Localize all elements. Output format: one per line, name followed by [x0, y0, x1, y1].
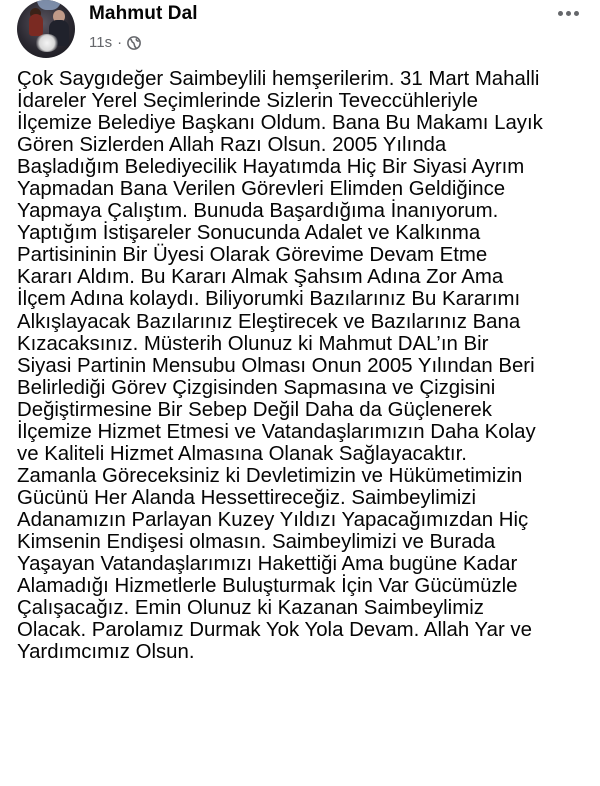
post-text-line: Yaptığım İstişareler Sonucunda Adalet ve Kalkınma — [17, 222, 481, 245]
post-body — [17, 68, 592, 663]
more-options-icon[interactable] — [558, 8, 584, 18]
avatar[interactable] — [17, 0, 75, 58]
post-text-line: Olacak. Parolamız Durmak Yok Yola Devam. Allah Yar ve — [17, 619, 532, 642]
post-text-line: İlçem Adına kolaydı. Biliyorumki Bazılarınız Bu Kararımı — [17, 288, 521, 311]
post-text-line: Kimsenin Endişesi olmasın. Saimbeylimizi ve Burada — [17, 530, 496, 553]
more-dot — [574, 11, 579, 16]
post-text-line: Başladığım Belediyecilik Hayatımda Hiç Bir Siyasi Ayrım — [17, 156, 525, 179]
post-text-line: Yardımcımız Olsun. — [17, 641, 195, 664]
avatar-photo-detail — [35, 34, 59, 52]
post-text-line: Çok Saygıdeğer Saimbeylili hemşerilerim. 31 Mart Mahalli — [17, 68, 540, 90]
post-text-line: İlçemize Hizmet Etmesi ve Vatandaşlarımızın Daha Kolay — [17, 420, 536, 443]
post-text-line: Alkışlayacak Bazılarınız Eleştirecek ve Bazılarınız Bana — [17, 310, 521, 333]
post-text-line: Zamanla Göreceksiniz ki Devletimizin ve Hükümetimizin — [17, 464, 523, 487]
avatar-photo-detail — [37, 0, 61, 10]
post-text-line: Yapmaya Çalıştım. Bunuda Başardığıma İnanıyorum. — [17, 200, 499, 223]
post-meta — [89, 34, 141, 51]
post-text-line: Partisininin Bir Üyesi Olarak Görevime Devam Etme — [17, 244, 488, 267]
more-dot — [558, 11, 563, 16]
post-text-line: Adanamızın Parlayan Kuzey Yıldızı Yapacağımızdan Hiç — [17, 508, 529, 531]
post-text-line: Kızacaksınız. Müsterih Olunuz ki Mahmut DAL’ın Bir — [17, 332, 489, 355]
post-header — [0, 0, 600, 60]
post-text-line: Gücünü Her Alanda Hessettireceğiz. Saimbeylimizi — [17, 486, 476, 509]
post-text-line: Gören Sizlerden Allah Razı Olsun. 2005 Yılında — [17, 134, 447, 157]
post-text-line: Değiştirmesine Bir Sebep Değil Daha da Güçlenerek — [17, 398, 492, 421]
post-text-line: Çalışacağız. Emin Olunuz ki Kazanan Saimbeylimiz — [17, 597, 484, 620]
post-text-line: Alamadığı Hizmetlerle Buluşturmak İçin Var Gücümüzle — [17, 575, 518, 598]
post-text-line: Yaşayan Vatandaşlarımızı Hakettiği Ama bugüne Kadar — [17, 553, 518, 576]
post-text-line: Belirlediği Görev Çizgisinden Sapmasına ve Çizgisini — [17, 376, 496, 399]
post-text-line: Siyasi Partinin Mensubu Olması Onun 2005 Yılından Beri — [17, 354, 535, 377]
globe-icon[interactable] — [127, 36, 141, 50]
post-text-line: İlçemize Belediye Başkanı Oldum. Bana Bu Makamı Layık — [17, 112, 543, 135]
author-name[interactable]: Mahmut Dal — [89, 3, 198, 24]
post-text-line: Yapmadan Bana Verilen Görevleri Elimden Geldiğince — [17, 178, 506, 201]
timestamp[interactable]: 11s — [89, 34, 113, 51]
post-text-line: İdareler Yerel Seçimlerinde Sizlerin Teveccühleriyle — [17, 90, 478, 113]
post-text-line: ve Kaliteli Hizmet Almasına Olanak Sağlayacaktır. — [17, 442, 467, 465]
post-text-line: Kararı Aldım. Bu Kararı Almak Şahsım Adına Zor Ama — [17, 266, 504, 289]
avatar-photo-detail — [29, 14, 43, 36]
meta-separator: · — [117, 34, 123, 51]
more-dot — [566, 11, 571, 16]
